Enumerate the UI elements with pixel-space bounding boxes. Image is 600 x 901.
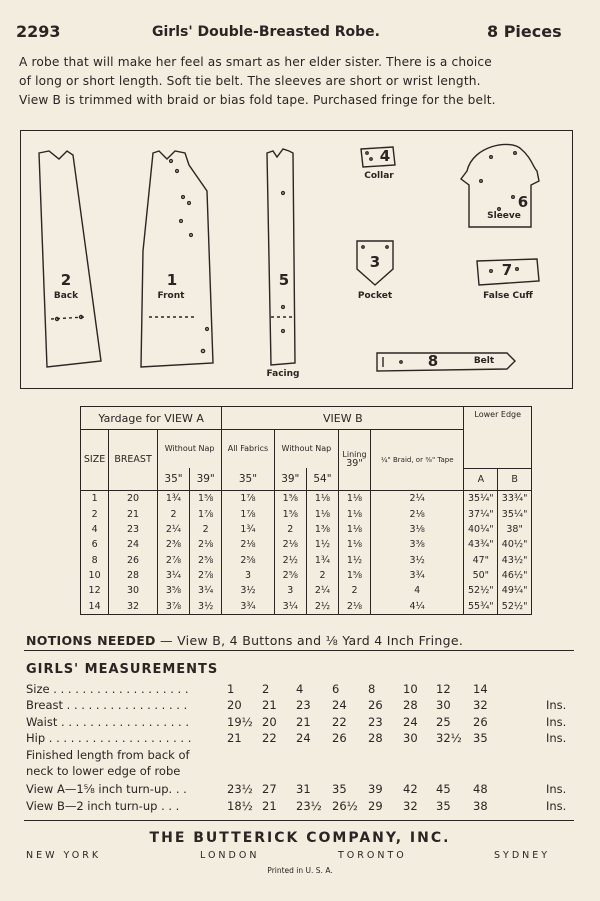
- measurement-label: View A—1⅝ inch turn-up. . .: [26, 782, 187, 796]
- measurement-value: 28: [403, 698, 418, 712]
- table-cell: 4: [81, 522, 109, 537]
- table-cell: 6: [81, 537, 109, 552]
- divider: [24, 650, 574, 651]
- facing-piece-number: 5: [278, 271, 290, 289]
- table-cell: 52½": [501, 600, 528, 612]
- table-row: [81, 507, 531, 522]
- table-cell: 3¾: [222, 599, 274, 614]
- company-name: THE BUTTERICK COMPANY, INC.: [149, 830, 451, 846]
- width-35-b: 35": [222, 468, 274, 491]
- measurement-value: 20: [262, 715, 277, 729]
- measurement-value: 23½: [296, 799, 322, 813]
- measurement-value: 35: [332, 782, 347, 796]
- measurement-value: 24: [332, 698, 347, 712]
- table-cell: 49¼": [501, 585, 528, 597]
- table-cell: 1¾: [306, 553, 338, 568]
- measurement-value: 26: [332, 731, 347, 745]
- divider: [24, 820, 574, 821]
- view-a-heading: Yardage for VIEW A: [81, 407, 222, 430]
- table-cell: 2⅜: [157, 537, 189, 552]
- table-cell: 35¼": [464, 491, 498, 507]
- table-cell: 1¾: [222, 522, 274, 537]
- table-row: [81, 522, 531, 537]
- pattern-number: 2293: [16, 22, 61, 41]
- all-fabrics-heading: All Fabrics: [222, 430, 274, 469]
- table-cell: 1⅝: [274, 491, 306, 507]
- lining-heading: Lining 39": [339, 430, 371, 491]
- belt-piece-label: Belt: [473, 356, 495, 366]
- measurement-value: 21: [262, 799, 277, 813]
- table-cell: 3½: [370, 553, 464, 568]
- pieces-count: 8 Pieces: [487, 22, 562, 41]
- measurement-value: 26½: [332, 799, 358, 813]
- table-cell: 4: [370, 583, 464, 598]
- table-row: [81, 537, 531, 552]
- measurement-value: 14: [473, 682, 488, 696]
- table-cell: 21: [109, 507, 158, 522]
- table-cell: 3¼: [190, 583, 222, 598]
- table-cell: 3½: [190, 599, 222, 614]
- city-new-york: NEW YORK: [26, 850, 102, 861]
- measurement-label: Hip . . . . . . . . . . . . . . . . . . . .: [26, 731, 192, 745]
- table-cell: 2½: [306, 599, 338, 614]
- table-cell: 1½: [306, 537, 338, 552]
- table-row: [81, 553, 531, 568]
- measurement-value: 26: [368, 698, 383, 712]
- width-39-a: 39": [190, 468, 222, 491]
- table-cell: 1⅝: [339, 568, 371, 583]
- measurement-value: 29: [368, 799, 383, 813]
- false-cuff-piece-label: False Cuff: [483, 291, 533, 301]
- width-39-b: 39": [274, 468, 306, 491]
- measurement-value: 1: [227, 682, 235, 696]
- measurement-value: 48: [473, 782, 488, 796]
- table-cell: 2⅛: [222, 537, 274, 552]
- table-cell: 33¾": [501, 493, 528, 505]
- table-cell: 2: [339, 583, 371, 598]
- table-cell: 3⅜: [370, 537, 464, 552]
- measurement-value: 28: [368, 731, 383, 745]
- table-cell: 43¾": [464, 537, 498, 552]
- belt-piece-number: 8: [427, 352, 439, 370]
- table-cell: 1⅝: [274, 507, 306, 522]
- finished-length-row: [26, 799, 576, 815]
- table-cell: 55¾": [464, 599, 498, 614]
- table-cell: 2: [157, 507, 189, 522]
- facing-piece-label: Facing: [266, 369, 300, 379]
- measurement-value: 20: [227, 698, 242, 712]
- table-cell: 1⅛: [339, 522, 371, 537]
- table-cell: 24: [109, 537, 158, 552]
- table-cell: 2¼: [370, 491, 464, 507]
- table-cell: 2¼: [306, 583, 338, 598]
- sleeve-piece-label: Sleeve: [487, 211, 521, 221]
- table-cell: 32: [109, 599, 158, 614]
- table-cell: 1⅝: [190, 491, 222, 507]
- measurement-value: 23½: [227, 782, 253, 796]
- front-piece-shape: [141, 151, 213, 367]
- measurement-value: 21: [227, 731, 242, 745]
- table-cell: 3⅛: [370, 522, 464, 537]
- measurement-value: 18½: [227, 799, 253, 813]
- table-cell: 1⅛: [339, 507, 371, 522]
- measurement-unit: Ins.: [546, 715, 567, 729]
- measurement-value: 31: [296, 782, 311, 796]
- measurement-value: 23: [296, 698, 311, 712]
- table-cell: 40¼": [464, 522, 498, 537]
- measurements-title: GIRLS' MEASUREMENTS: [26, 662, 219, 677]
- table-cell: 3: [222, 568, 274, 583]
- table-cell: 38": [506, 524, 523, 536]
- measurement-value: 45: [436, 782, 451, 796]
- table-cell: 2⅝: [222, 553, 274, 568]
- table-cell: 1: [81, 491, 109, 507]
- table-cell: 1¾: [157, 491, 189, 507]
- table-cell: 1⅛: [306, 491, 338, 507]
- table-cell: 3¼: [274, 599, 306, 614]
- table-cell: 2⅝: [190, 553, 222, 568]
- table-cell: 30: [109, 583, 158, 598]
- measurement-row: [26, 698, 576, 714]
- measurement-unit: Ins.: [546, 698, 567, 712]
- table-cell: 1⅛: [339, 537, 371, 552]
- table-cell: 46½": [501, 569, 528, 581]
- measurement-value: 39: [368, 782, 383, 796]
- table-cell: 1⅞: [190, 507, 222, 522]
- measurement-value: 19½: [227, 715, 253, 729]
- front-piece-label: Front: [157, 291, 185, 301]
- table-cell: 10: [81, 568, 109, 583]
- table-cell: 40½": [501, 539, 528, 551]
- table-cell: 3: [274, 583, 306, 598]
- measurement-value: 4: [296, 682, 304, 696]
- measurement-value: 35: [473, 731, 488, 745]
- braid-heading: ¼" Braid, or ⅜" Tape: [370, 430, 464, 491]
- table-cell: 20: [109, 491, 158, 507]
- measurement-value: 12: [436, 682, 451, 696]
- measurement-value: 30: [436, 698, 451, 712]
- table-cell: 4¼: [370, 599, 464, 614]
- table-cell: 2: [274, 522, 306, 537]
- measurement-row: [26, 731, 576, 747]
- measurement-value: 21: [262, 698, 277, 712]
- collar-piece-label: Collar: [364, 171, 394, 181]
- measurement-value: 21: [296, 715, 311, 729]
- measurement-label: View B—2 inch turn-up . . .: [26, 799, 180, 813]
- facing-piece-shape: [267, 149, 295, 365]
- table-cell: 2: [190, 522, 222, 537]
- measurement-value: 8: [368, 682, 376, 696]
- measurement-value: 24: [296, 731, 311, 745]
- measurement-label: Size . . . . . . . . . . . . . . . . . . .: [26, 682, 189, 696]
- measurement-value: 10: [403, 682, 418, 696]
- back-piece-number: 2: [60, 271, 72, 289]
- yardage-table: [80, 406, 532, 615]
- city-toronto: TORONTO: [338, 850, 407, 861]
- table-cell: 26: [109, 553, 158, 568]
- measurement-label: Breast . . . . . . . . . . . . . . . . .: [26, 698, 188, 712]
- width-35-a: 35": [157, 468, 189, 491]
- pocket-piece-number: 3: [369, 253, 381, 271]
- table-cell: 2: [81, 507, 109, 522]
- lower-edge-b-heading: B: [498, 468, 531, 491]
- table-cell: 3¾: [370, 568, 464, 583]
- table-cell: 2½: [274, 553, 306, 568]
- size-heading: SIZE: [81, 430, 109, 491]
- measurement-value: 2: [262, 682, 270, 696]
- measurement-value: 32: [473, 698, 488, 712]
- table-cell: 12: [81, 583, 109, 598]
- breast-heading: BREAST: [109, 430, 158, 491]
- measurement-value: 24: [403, 715, 418, 729]
- measurement-value: 25: [436, 715, 451, 729]
- without-nap-b-heading: Without Nap: [274, 430, 338, 469]
- table-cell: 2¼: [157, 522, 189, 537]
- back-piece-label: Back: [53, 291, 79, 301]
- measurement-value: 32½: [436, 731, 462, 745]
- table-cell: 1⅞: [222, 491, 274, 507]
- measurement-unit: Ins.: [546, 731, 567, 745]
- lower-edge-heading: Lower Edge: [464, 407, 531, 468]
- measurement-value: 38: [473, 799, 488, 813]
- measurement-value: 23: [368, 715, 383, 729]
- front-piece-number: 1: [166, 271, 178, 289]
- table-cell: 52½": [464, 583, 498, 598]
- city-sydney: SYDNEY: [494, 850, 551, 861]
- table-cell: 28: [109, 568, 158, 583]
- measurement-value: 30: [403, 731, 418, 745]
- false-cuff-piece-number: 7: [501, 261, 513, 279]
- notions-label: NOTIONS NEEDED: [26, 633, 156, 648]
- pattern-pieces-diagram: [20, 130, 573, 389]
- collar-piece-number: 4: [379, 147, 391, 165]
- measurement-unit: Ins.: [546, 799, 567, 813]
- description-line-2: of long or short length. Soft tie belt. The sleeves are short or wrist length.: [19, 74, 481, 88]
- table-cell: 3⅞: [157, 599, 189, 614]
- table-cell: 23: [109, 522, 158, 537]
- notions-needed: [26, 633, 463, 648]
- finished-length-label-1: Finished length from back of: [26, 748, 190, 762]
- measurement-row: [26, 682, 576, 698]
- table-cell: 2⅛: [370, 507, 464, 522]
- table-cell: 3¼: [157, 568, 189, 583]
- city-london: LONDON: [200, 850, 260, 861]
- measurement-value: 32: [403, 799, 418, 813]
- table-cell: 1⅛: [339, 491, 371, 507]
- back-piece-shape: [39, 151, 101, 367]
- table-row: [81, 568, 531, 583]
- measurement-label: Waist . . . . . . . . . . . . . . . . . .: [26, 715, 189, 729]
- description-line-1: A robe that will make her feel as smart as her elder sister. There is a choice: [19, 55, 492, 69]
- measurement-unit: Ins.: [546, 782, 567, 796]
- table-cell: 1⅜: [306, 522, 338, 537]
- table-cell: 2⅞: [190, 568, 222, 583]
- finished-length-label-2: neck to lower edge of robe: [26, 764, 181, 778]
- table-cell: 14: [81, 599, 109, 614]
- measurement-value: 22: [332, 715, 347, 729]
- table-row: [81, 583, 531, 598]
- table-cell: 2⅛: [274, 537, 306, 552]
- table-cell: 1½: [339, 553, 371, 568]
- table-cell: 2⅝: [274, 568, 306, 583]
- table-cell: 47": [464, 553, 498, 568]
- table-cell: 2: [306, 568, 338, 583]
- table-row: [81, 491, 531, 507]
- table-cell: 1⅛: [306, 507, 338, 522]
- table-cell: 3⅝: [157, 583, 189, 598]
- table-cell: 1⅞: [222, 507, 274, 522]
- table-cell: 50": [464, 568, 498, 583]
- table-cell: 8: [81, 553, 109, 568]
- table-cell: 3½: [222, 583, 274, 598]
- measurement-row: [26, 715, 576, 731]
- table-row: [81, 599, 531, 614]
- notions-text: — View B, 4 Buttons and ⅛ Yard 4 Inch Fringe.: [160, 633, 464, 648]
- view-b-heading: VIEW B: [222, 407, 464, 430]
- table-cell: 35¼": [501, 508, 528, 520]
- sleeve-piece-number: 6: [517, 193, 529, 211]
- measurement-value: 42: [403, 782, 418, 796]
- table-cell: 2⅛: [339, 599, 371, 614]
- table-cell: 43½": [501, 554, 528, 566]
- measurement-value: 27: [262, 782, 277, 796]
- table-cell: 2⅞: [157, 553, 189, 568]
- measurement-value: 6: [332, 682, 340, 696]
- pattern-title: Girls' Double-Breasted Robe.: [152, 24, 380, 40]
- width-54-b: 54": [306, 468, 338, 491]
- measurement-value: 35: [436, 799, 451, 813]
- measurement-value: 22: [262, 731, 277, 745]
- lower-edge-a-heading: A: [464, 468, 498, 491]
- printed-in: Printed in U. S. A.: [267, 866, 333, 875]
- description-line-3: View B is trimmed with braid or bias fold tape. Purchased fringe for the belt.: [19, 93, 496, 107]
- without-nap-a-heading: Without Nap: [157, 430, 221, 469]
- finished-length-row: [26, 782, 576, 798]
- measurement-value: 26: [473, 715, 488, 729]
- table-cell: 37¼": [464, 507, 498, 522]
- table-cell: 2⅛: [190, 537, 222, 552]
- pocket-piece-label: Pocket: [357, 291, 393, 301]
